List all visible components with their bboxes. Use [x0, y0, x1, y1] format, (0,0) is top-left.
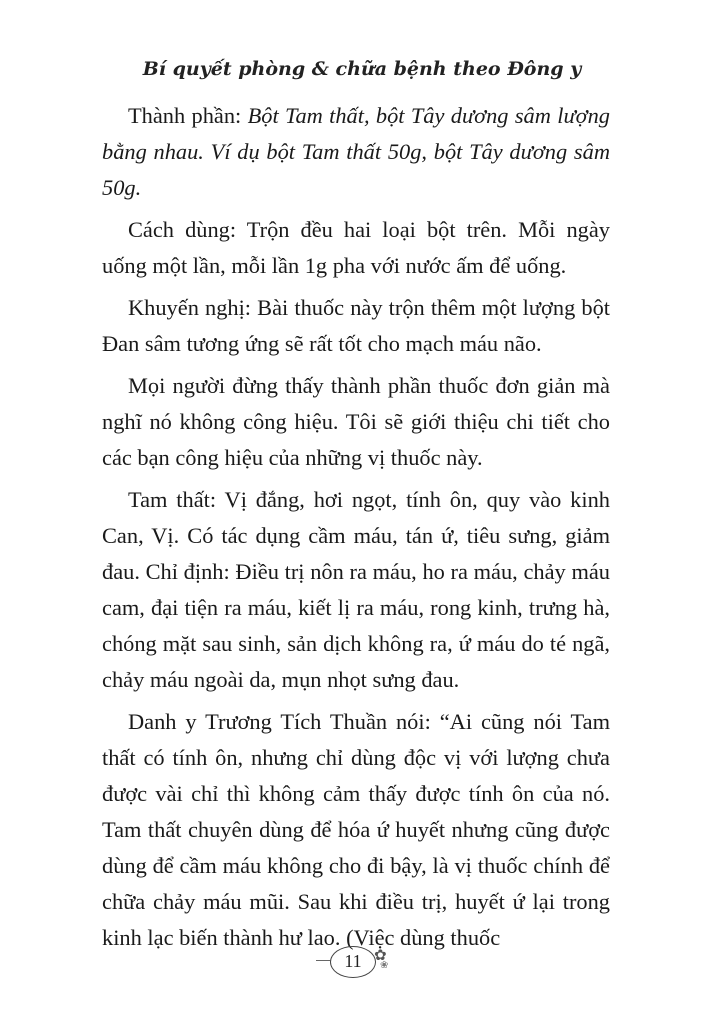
paragraph-usage: Cách dùng: Trộn đều hai loại bột trên. Mỗi ngày uống một lần, mỗi lần 1g pha với nước ấm để uống.	[102, 217, 610, 278]
ingredients-text: Bột Tam thất, bột Tây dương sâm lượng bằng nhau. Ví dụ bột Tam thất 50g, bột Tây dương sâm 50g.	[102, 103, 611, 200]
paragraph-introduction: Mọi người đừng thấy thành phần thuốc đơn giản mà nghĩ nó không công hiệu. Tôi sẽ giới thiệu chi tiết cho các bạn công hiệu của những vị thuốc này.	[102, 373, 610, 470]
page-number: 11	[330, 946, 376, 978]
flower-small-icon: ❀	[380, 960, 389, 971]
paragraph-tam-that: Tam thất: Vị đắng, hơi ngọt, tính ôn, quy vào kinh Can, Vị. Có tác dụng cầm máu, tán ứ, tiêu sưng, giảm đau. Chỉ định: Điều trị nôn ra máu, ho ra máu, chảy máu cam, đại tiện ra máu, kiết lị ra máu, rong kinh, trưng hà, chóng mặt sau sinh, sản dịch không ra, ứ máu do té ngã, chảy máu ngoài da, mụn nhọt sưng đau.	[102, 487, 610, 692]
running-header: Bí quyết phòng & chữa bệnh theo Đông y	[142, 58, 582, 80]
flower-ornament-icon: ✿	[374, 946, 387, 964]
page-footer	[312, 942, 412, 986]
paragraph-recommendation: Khuyến nghị: Bài thuốc này trộn thêm một lượng bột Đan sâm tương ứng sẽ rất tốt cho mạch máu não.	[102, 295, 610, 356]
page-body	[102, 98, 610, 962]
paragraph-ingredients	[102, 98, 610, 206]
ingredients-label: Thành phần:	[128, 103, 242, 128]
paragraph-quote: Danh y Trương Tích Thuần nói: “Ai cũng nói Tam thất có tính ôn, nhưng chỉ dùng độc vị với lượng chưa được vài chỉ thì không cảm thấy được tính ôn của nó. Tam thất chuyên dùng để hóa ứ huyết nhưng cũng được dùng để cầm máu không cho đi bậy, là vị thuốc chính để chữa chảy máu mũi. Sau khi điều trị, huyết ứ lại trong kinh lạc biến thành hư lao. (Việc dùng thuốc	[102, 709, 610, 950]
flourish-line	[316, 960, 330, 961]
